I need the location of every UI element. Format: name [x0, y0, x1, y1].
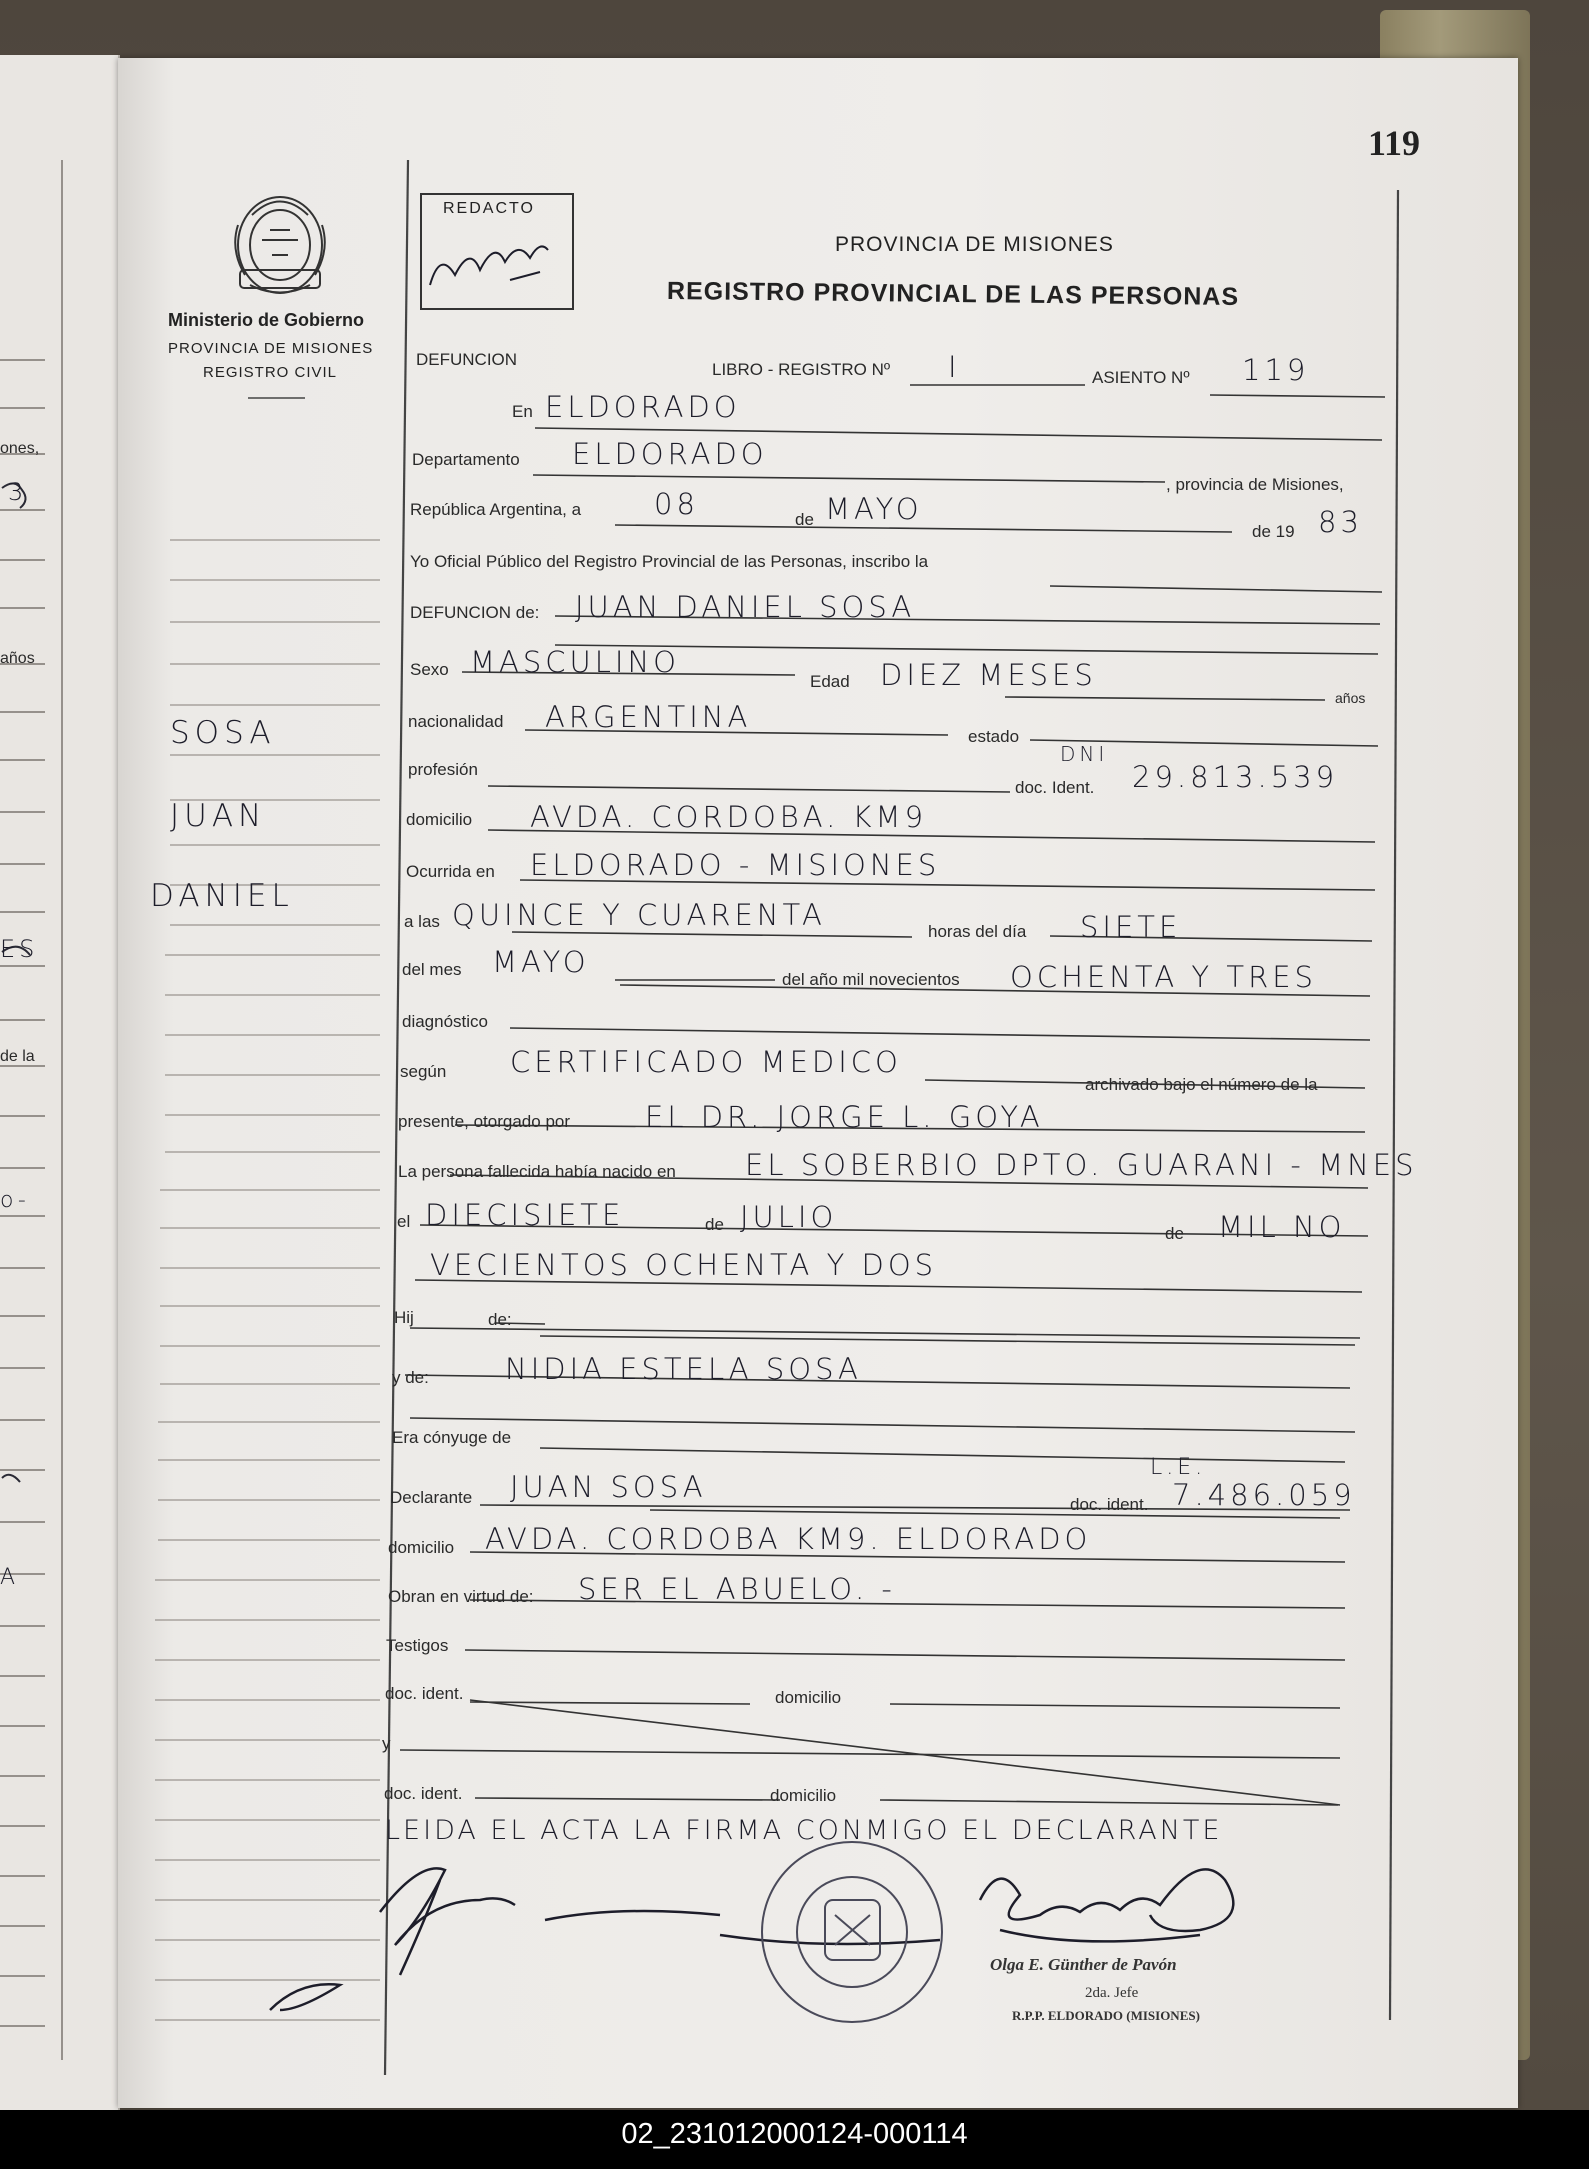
declarant-signature [270, 1868, 940, 2010]
left-fragment-dela: de la [0, 1048, 35, 1065]
testigos-label: Testigos [386, 1636, 449, 1655]
hijo-label: Hij [394, 1308, 414, 1327]
defuncion-de-label: DEFUNCION de: [410, 603, 540, 622]
nac-de-label: de [705, 1215, 724, 1234]
margin-first-name: JUAN [170, 798, 267, 834]
image-id: 02_231012000124-000114 [621, 2118, 968, 2150]
diagnostico-label: diagnóstico [402, 1012, 489, 1031]
dia-value: 08 [654, 487, 699, 521]
nacido-value: EL SOBERBIO DPTO. GUARANI - MNES [745, 1148, 1418, 1182]
decl-doc-label: doc. ident. [1070, 1495, 1149, 1514]
leida-value: LEIDA EL ACTA LA FIRMA CONMIGO EL DECLARANTE [385, 1815, 1223, 1846]
nac-dia-value: DIECISIETE [425, 1198, 625, 1232]
form-type-label: DEFUNCION [416, 350, 518, 369]
nac-mes-value: JULIO [740, 1200, 838, 1234]
otorgado-label: presente, otorgado por [398, 1112, 571, 1131]
libro-value: I [948, 350, 961, 384]
decl-dom-value: AVDA. CORDOBA KM9. ELDORADO [485, 1522, 1092, 1556]
conyuge-label: Era cónyuge de [392, 1428, 512, 1447]
edad-value: DIEZ MESES [880, 658, 1097, 692]
mes-value: MAYO [825, 492, 923, 526]
margin-surname: SOSA [170, 715, 276, 751]
oficial-text: Yo Oficial Público del Registro Provincial de las Personas, inscribo la [410, 552, 929, 571]
decl-dom-label: domicilio [388, 1538, 455, 1557]
a-las-value: QUINCE Y CUARENTA [452, 898, 826, 932]
doc-ident-label: doc. Ident. [1015, 778, 1095, 797]
doc-value: 29.813.539 [1132, 760, 1339, 794]
sexo-label: Sexo [410, 660, 449, 679]
left-fragment-anos: años [0, 650, 35, 667]
nac-anio-value2: VECIENTOS OCHENTA Y DOS [430, 1248, 938, 1282]
mes2-value: MAYO [492, 945, 590, 979]
obran-label: Obran en virtud de: [388, 1587, 534, 1606]
registry-civil: REGISTRO CIVIL [203, 364, 338, 381]
left-fragment-a: A [0, 1565, 20, 1590]
anos-label: años [1335, 690, 1366, 706]
registry-stamp [762, 1842, 942, 2022]
nacido-label: La persona fallecida había nacido en [398, 1162, 676, 1181]
el-label: el [397, 1212, 411, 1231]
obran-value: SER EL ABUELO. - [578, 1572, 896, 1606]
ocurrida-label: Ocurrida en [406, 862, 495, 881]
otorgado-value: EL DR. JORGE L. GOYA [645, 1100, 1044, 1134]
asiento-label: ASIENTO Nº [1092, 368, 1190, 387]
declarante-value: JUAN SOSA [510, 1470, 707, 1504]
margin-second-name: DANIEL [150, 878, 294, 914]
asiento-value: 119 [1242, 353, 1310, 387]
official-title: 2da. Jefe [1085, 1985, 1139, 2001]
horas-value: SIETE [1080, 910, 1182, 944]
ministry-province: PROVINCIA DE MISIONES [168, 340, 374, 357]
province-title: PROVINCIA DE MISIONES [835, 233, 1114, 256]
page-number: 119 [1368, 123, 1421, 163]
decl-doc-prefix: L.E. [1150, 1455, 1207, 1480]
nac-anio-value1: MIL NO [1218, 1210, 1346, 1244]
doc-prefix: DNI [1060, 742, 1109, 766]
segun-value: CERTIFICADO MEDICO [510, 1045, 902, 1079]
segun-label: según [400, 1062, 447, 1081]
left-fragment-ones: ones, [0, 440, 40, 457]
testigo-dom-label: domicilio [775, 1688, 842, 1707]
de-label: de [795, 510, 814, 529]
left-fragment-es: ES [0, 935, 39, 963]
coat-of-arms [235, 197, 325, 293]
nacionalidad-value: ARGENTINA [545, 700, 752, 734]
defuncion-de-value: JUAN DANIEL SOSA [575, 590, 916, 624]
anio-label: de 19 [1252, 522, 1295, 541]
anio-value: 83 [1318, 505, 1363, 539]
left-fragment-3: 3 [8, 478, 28, 506]
madre-value: NIDIA ESTELA SOSA [505, 1352, 862, 1386]
edad-label: Edad [810, 672, 850, 691]
libro-label: LIBRO - REGISTRO Nº [712, 360, 891, 379]
hijo-de-label: de: [488, 1310, 512, 1329]
departamento-value: ELDORADO [572, 437, 768, 471]
registry-title: REGISTRO PROVINCIAL DE LAS PERSONAS [666, 277, 1240, 311]
ministry-name: Ministerio de Gobierno [168, 310, 365, 330]
domicilio-value: AVDA. CORDOBA. KM9 [530, 800, 928, 834]
official-office: R.P.P. ELDORADO (MISIONES) [1012, 2008, 1200, 2023]
y-de-label: y de: [392, 1368, 429, 1387]
redacto-label: REDACTO [443, 200, 535, 217]
anio-mil-label: del año mil novecientos [782, 970, 960, 989]
testigo2-dom-label: domicilio [770, 1786, 837, 1805]
official-signature [980, 1869, 1233, 1941]
archivado-label: archivado bajo el número de la [1085, 1075, 1318, 1094]
domicilio-label: domicilio [406, 810, 473, 829]
official-name: Olga E. Günther de Pavón [990, 1955, 1177, 1974]
anio-mil-value: OCHENTA Y TRES [1010, 960, 1317, 994]
declarante-label: Declarante [390, 1488, 473, 1507]
en-value: ELDORADO [545, 390, 741, 424]
sexo-value: MASCULINO [470, 645, 680, 679]
departamento-label: Departamento [412, 450, 520, 469]
testigo-doc-label: doc. ident. [385, 1684, 464, 1703]
nac-de2-label: de [1165, 1224, 1184, 1243]
mes-label: del mes [402, 960, 462, 979]
a-las-label: a las [404, 912, 440, 931]
testigo2-doc-label: doc. ident. [384, 1784, 463, 1803]
horas-label: horas del día [928, 922, 1027, 941]
y-label: y [382, 1734, 391, 1753]
provincia-suffix: , provincia de Misiones, [1166, 475, 1344, 494]
decl-doc-value: 7.486.059 [1172, 1478, 1356, 1512]
nacionalidad-label: nacionalidad [408, 712, 504, 731]
republica-label: República Argentina, a [410, 500, 582, 519]
estado-label: estado [968, 727, 1020, 746]
left-fragment-o: o- [0, 1188, 30, 1213]
profesion-label: profesión [408, 760, 478, 779]
en-label: En [512, 402, 533, 421]
ocurrida-value: ELDORADO - MISIONES [530, 848, 941, 882]
